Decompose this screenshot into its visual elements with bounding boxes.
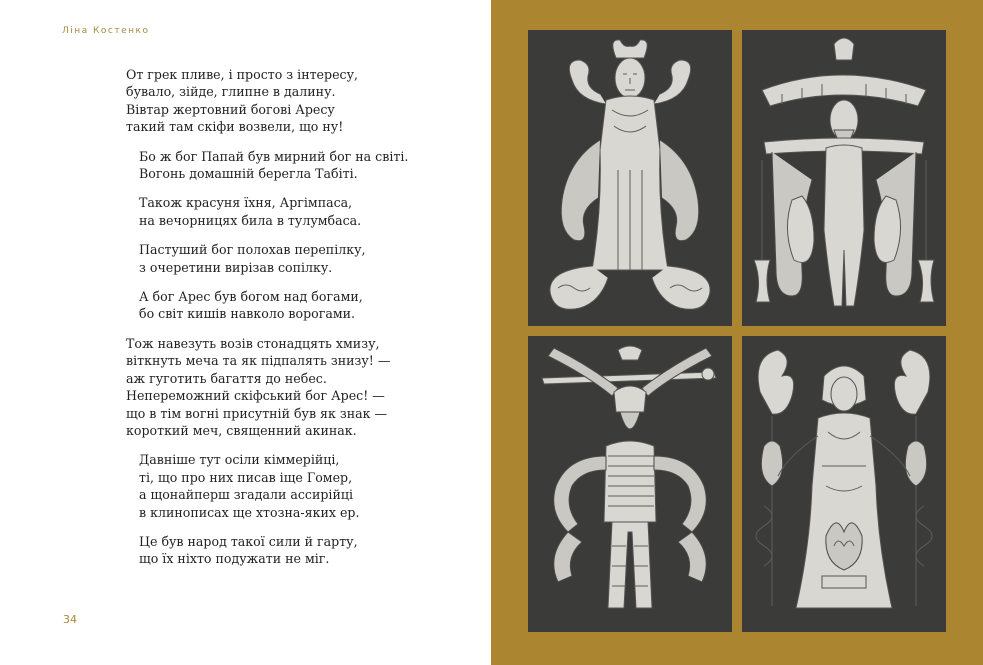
poem-stanza: [126, 148, 466, 183]
poem-line: Вівтар жертовний богові Аресу: [126, 101, 335, 117]
sword-god-figure: [528, 336, 732, 632]
poem-stanza: [126, 66, 466, 136]
poem-line: віткнуть меча та як підпалять знизу! —: [126, 353, 391, 369]
serpent-goddess-figure: [528, 30, 732, 326]
poem-line: на вечорницях била в тулумбаса.: [139, 212, 362, 228]
poem-line: ті, що про них писав іще Гомер,: [139, 469, 353, 485]
fire-goddess-figure: [742, 336, 946, 632]
poem-line: бо світ кишів навколо ворогами.: [139, 306, 356, 322]
poem-line: Це був народ такої сили й гарту,: [139, 533, 358, 549]
poem-line: От грек пливе, і просто з інтересу,: [126, 67, 358, 82]
illustration-fire-goddess: [742, 336, 946, 632]
poem-line: аж гуготить багаття до небес.: [126, 370, 327, 386]
poem-stanza: [126, 451, 466, 521]
running-header-author: Ліна Костенко: [62, 26, 150, 36]
poem-line: Давніше тут осіли кіммерійці,: [139, 452, 340, 468]
poem-line: що їх ніхто подужати не міг.: [139, 551, 330, 567]
illustration-sword-god: [528, 336, 732, 632]
poem-line: А бог Арес був богом над богами,: [139, 289, 363, 305]
poem-line: Тож навезуть возів стонадцять хмизу,: [126, 335, 380, 351]
page-number: 34: [63, 613, 77, 626]
poem-line: що в тім вогні присутній був як знак —: [126, 405, 388, 421]
poem-line: Пастуший бог полохав перепілку,: [139, 242, 366, 258]
illustration-winged-god: [742, 30, 946, 326]
poem-line: з очеретини вирізав сопілку.: [139, 259, 333, 275]
winged-god-figure: [742, 30, 946, 326]
poem-stanza: [126, 335, 466, 439]
poem-line: Непереможний скіфський бог Арес! —: [126, 388, 385, 404]
poem-line: в клинописах ще хтозна-яких ер.: [139, 504, 360, 520]
poem-line: Бо ж бог Папай був мирний бог на світі.: [139, 148, 409, 164]
poem-line: бувало, зійде, глипне в далину.: [126, 84, 336, 100]
poem-line: такий там скіфи возвели, що ну!: [126, 119, 344, 135]
poem-line: а щонайперш згадали ассирійці: [139, 487, 353, 503]
poem-stanza: [126, 288, 466, 323]
poem-line: Також красуня їхня, Аргімпаса,: [139, 195, 353, 211]
left-page: [0, 0, 491, 665]
poem-text: [126, 66, 466, 580]
illustration-serpent-goddess: [528, 30, 732, 326]
poem-stanza: [126, 241, 466, 276]
poem-line: короткий меч, священний акинак.: [126, 422, 357, 438]
poem-stanza: [126, 533, 466, 568]
poem-stanza: [126, 194, 466, 229]
poem-line: Вогонь домашній берегла Табіті.: [139, 166, 358, 182]
